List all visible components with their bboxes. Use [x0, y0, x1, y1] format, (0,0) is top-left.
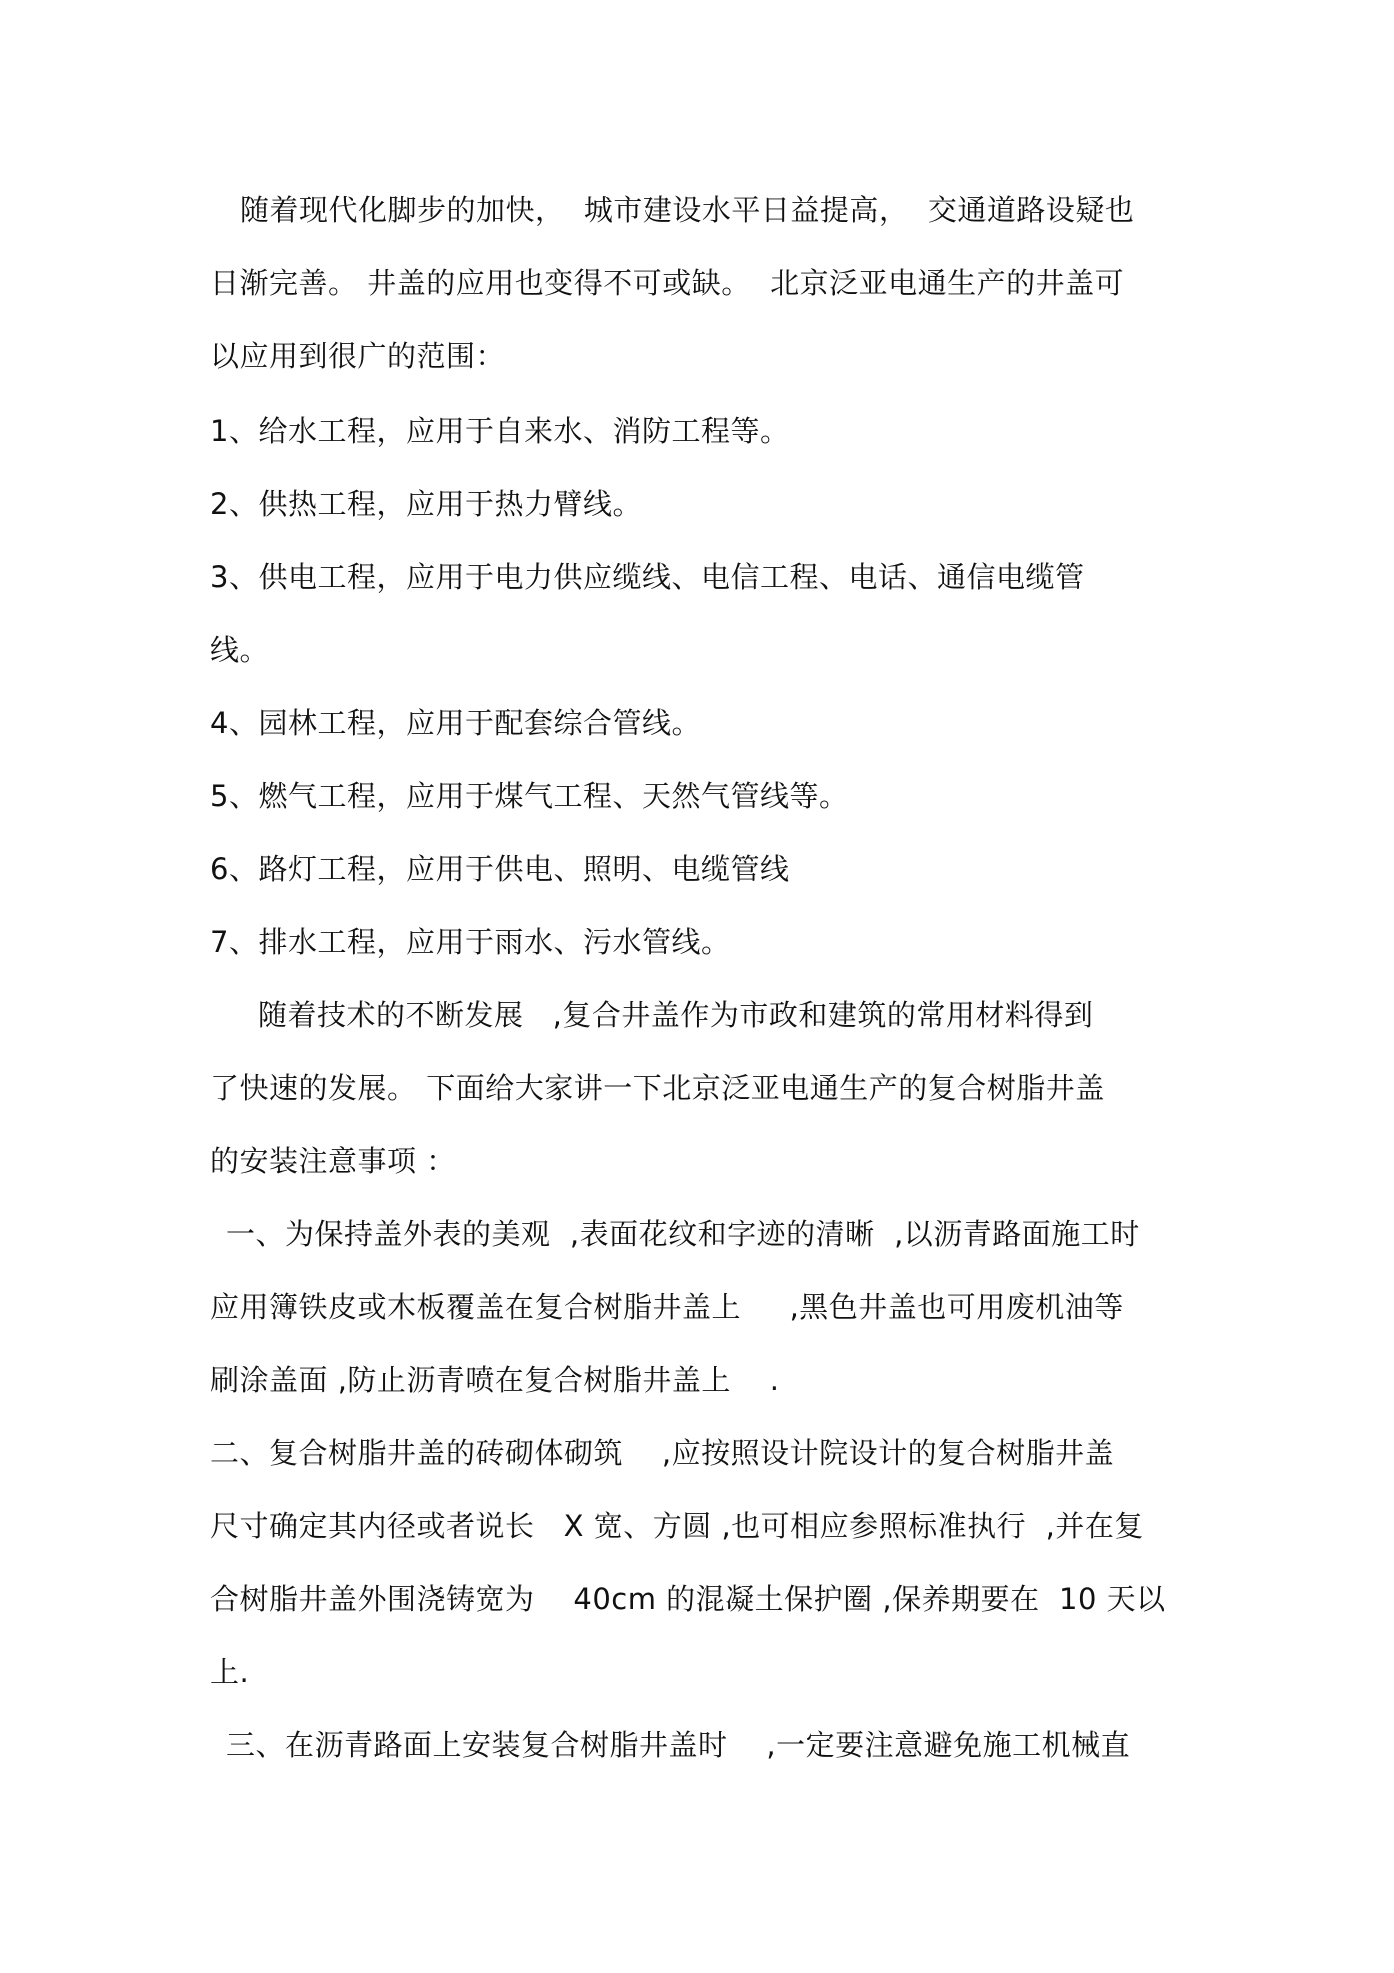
paragraph-line: 了快速的发展。 下面给大家讲一下北京泛亚电通生产的复合树脂井盖: [210, 1071, 1105, 1105]
paragraph-line: 以应用到很广的范围：: [210, 339, 506, 373]
paragraph-line: 合树脂井盖外围浇铸宽为 40cm 的混凝土保护圈 ,保养期要在 10 天以: [210, 1582, 1166, 1616]
paragraph-line: 日渐完善。 井盖的应用也变得不可或缺。 北京泛亚电通生产的井盖可: [210, 266, 1125, 300]
paragraph-line: 应用簿铁皮或木板覆盖在复合树脂井盖上 ,黑色井盖也可用废机油等: [210, 1290, 1124, 1324]
paragraph-line: 刷涂盖面 ,防止沥青喷在复合树脂井盖上 .: [210, 1363, 780, 1397]
paragraph-line: 二、复合树脂井盖的砖砌体砌筑 ,应按照设计院设计的复合树脂井盖: [210, 1436, 1115, 1470]
list-item: 4、园林工程，应用于配套综合管线。: [210, 706, 701, 740]
paragraph-line: 一、为保持盖外表的美观 ,表面花纹和字迹的清晰 ,以沥青路面施工时: [226, 1217, 1140, 1251]
list-item: 1、给水工程，应用于自来水、消防工程等。: [210, 414, 790, 448]
list-item: 6、路灯工程，应用于供电、照明、电缆管线: [210, 852, 790, 886]
list-item: 5、燃气工程，应用于煤气工程、天然气管线等。: [210, 779, 849, 813]
paragraph-line: 三、在沥青路面上安装复合树脂井盖时 ,一定要注意避免施工机械直: [226, 1728, 1131, 1762]
list-item: 3、供电工程，应用于电力供应缆线、电信工程、电话、通信电缆管: [210, 560, 1085, 594]
paragraph-line: 的安装注意事项 ：: [210, 1144, 456, 1178]
paragraph-line: 随着技术的不断发展 ,复合井盖作为市政和建筑的常用材料得到: [258, 998, 1094, 1032]
list-item: 线。: [210, 633, 270, 667]
paragraph-line: 随着现代化脚步的加快， 城市建设水平日益提高， 交通道路设疑也: [240, 193, 1135, 227]
paragraph-line: 上.: [210, 1655, 250, 1689]
paragraph-line: 尺寸确定其内径或者说长 X 宽、方圆 ,也可相应参照标准执行 ,并在复: [210, 1509, 1144, 1543]
list-item: 2、供热工程，应用于热力臂线。: [210, 487, 642, 521]
list-item: 7、排水工程，应用于雨水、污水管线。: [210, 925, 731, 959]
